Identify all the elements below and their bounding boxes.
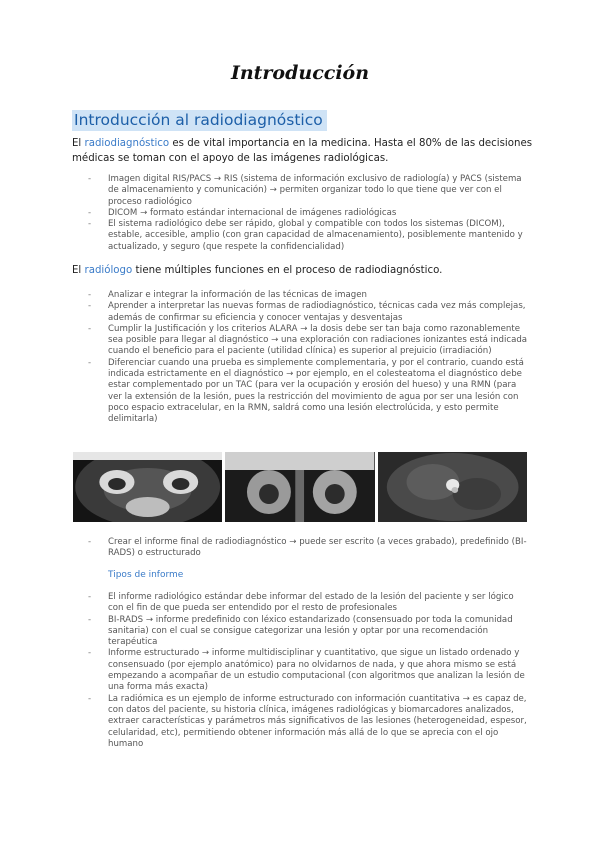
intro-highlight: radiodiagnóstico bbox=[84, 138, 170, 149]
list-item: - Informe estructurado → informe multidisciplinar y cuantitativo, que sigue un listado ordenado y consensuado (por ejemplo anatómico) para no olvidarnos de nada, y que ahora mismo se está empezando a acompañar de un estudio computacional (con algoritmos que analizan la lesión de una forma más exacta) bbox=[88, 648, 528, 693]
list-ris-pacs bbox=[88, 174, 528, 253]
page-title: Introducción bbox=[230, 62, 370, 84]
list-item: - La radiómica es un ejemplo de informe estructurado con información cuantitativa → es capaz de, con datos del paciente, su historia clínica, imágenes radiológicas y biomarcadores analizados, extraer características y parámetros más significativos de las lesiones (heterogeneidad, espesor, celularidad, etc), permitiendo obtener información más allá de lo que se aprecia con el ojo humano bbox=[88, 694, 528, 750]
list-final-report bbox=[88, 537, 528, 560]
para2-pre: El bbox=[72, 265, 85, 276]
list-item: - El informe radiológico estándar debe informar del estado de la lesión del paciente y ser lógico con el fin de que pueda ser entendido por el resto de profesionales bbox=[88, 592, 528, 615]
list-item: - El sistema radiológico debe ser rápido, global y compatible con todos los sistemas (DICOM), estable, accesible, amplio (con gran capacidad de almacenamiento), posiblemente mantenido y actualizado, y seguro (que respete la confidencialidad) bbox=[88, 219, 528, 253]
list-item: - BI-RADS → informe predefinido con léxico estandarizado (consensuado por toda la comunidad sanitaria) con el cual se consigue categorizar una lesión y optar por una recomendación terapéutica bbox=[88, 615, 528, 649]
list-item: - Crear el informe final de radiodiagnóstico → puede ser escrito (a veces grabado), predefinido (BI-RADS) o estructurado bbox=[88, 537, 528, 560]
radiologist-paragraph bbox=[72, 264, 532, 279]
para2-post: tiene múltiples funciones en el proceso de radiodiagnóstico. bbox=[132, 265, 443, 276]
subheading-report-types: Tipos de informe bbox=[108, 570, 184, 580]
ct-coronal-temporal-bone-image bbox=[225, 452, 374, 522]
list-item: - Cumplir la Justificación y los criterios ALARA → la dosis debe ser tan baja como razonablemente sea posible para llegar al diagnóstico → una exploración con radiaciones ionizantes está indicada cuando el beneficio para el paciente (utilidad clínica) es superior al prejuicio (irradiación) bbox=[88, 324, 528, 358]
intro-post: es de vital importancia en la medicina. Hasta el 80% de las decisiones médicas se toman con el apoyo de las imágenes radiológicas. bbox=[72, 138, 533, 164]
list-item: - Aprender a interpretar las nuevas formas de radiodiagnóstico, técnicas cada vez más complejas, además de confirmar su eficiencia y conocer ventajas y desventajas bbox=[88, 301, 528, 324]
list-item: - Diferenciar cuando una prueba es simplemente complementaria, y por el contrario, cuando está indicada estrictamente en el diagnóstico → por ejemplo, en el colesteatoma el diagnóstico debe estar complementado por un TAC (para ver la ocupación y erosión del hueso) y una RMN (para ver la extensión de la lesión, pues la restricción del movimiento de agua por ser una lesión con poco espacio extracelular, en la RMN, saldrá como una lesión electrolúcida, y esto permite delimitarla) bbox=[88, 358, 528, 426]
section-heading: Introducción al radiodiagnóstico bbox=[72, 110, 327, 131]
para2-highlight: radiólogo bbox=[84, 265, 133, 276]
intro-pre: El bbox=[72, 138, 85, 149]
list-item: - DICOM → formato estándar internacional de imágenes radiológicas bbox=[88, 208, 528, 219]
image-strip bbox=[73, 452, 527, 522]
intro-paragraph bbox=[72, 137, 532, 166]
mri-lesion-image bbox=[378, 452, 527, 522]
list-item: - Analizar e integrar la información de las técnicas de imagen bbox=[88, 290, 528, 301]
ct-axial-temporal-bone-image bbox=[73, 452, 222, 522]
list-radiologist-functions bbox=[88, 290, 528, 426]
list-report-types bbox=[88, 592, 528, 750]
list-item: - Imagen digital RIS/PACS → RIS (sistema de información exclusivo de radiología) y PACS (sistema de almacenamiento y comunicación) → permiten organizar todo lo que tiene que ver con el proceso radiológico bbox=[88, 174, 528, 208]
